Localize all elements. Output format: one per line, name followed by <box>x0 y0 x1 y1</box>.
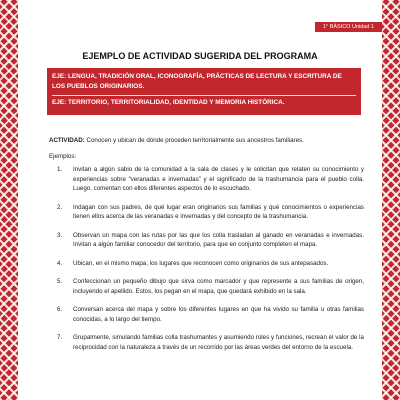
document-page <box>28 0 372 400</box>
example-item-6 <box>49 305 364 324</box>
examples-label: Ejemplos: <box>49 153 77 160</box>
decorative-border-left <box>0 0 18 400</box>
decorative-border-right <box>382 0 400 400</box>
example-text: Confeccionan un pequeño dibujo que sirva como marcador y que represente a sus familias de origen, incluyendo el apellido. Estos, los pegan en el mapa, que quedará exhibido en la sala. <box>73 278 364 295</box>
activity-statement <box>49 137 364 145</box>
example-number: 2. <box>57 203 63 211</box>
axis-territory: EJE: TERRITORIO, TERRITORIALIDAD, IDENTIDAD Y MEMORIA HISTÓRICA. <box>52 99 285 106</box>
example-text: Invitan a algún sabio de la comunidad a la sala de clases y le solicitan que relaten su conocimiento y experiencias sobre “veranadas e invernadas” y el significado de la trashumancia para el pueblo colla. Luego, comentan con ellos diferentes aspectos de lo escuchado. <box>73 166 364 192</box>
axes-box <box>47 68 361 115</box>
example-item-7 <box>49 333 364 352</box>
example-number: 6. <box>57 306 63 313</box>
example-text: Conversan acerca del mapa y sobre los diferentes lugares en que ha vivido su familia u otras familias conocidas, a lo largo del tiempo. <box>73 306 364 323</box>
activity-text: Conocen y ubican de dónde proceden territorialmente sus ancestros familiares. <box>84 137 304 144</box>
example-text: Grupalmente, simulando familias colla trashumantes y asumiendo roles y funciones, recrean el valor de la reciprocidad con la naturaleza a través de un recorrido por las áreas verdes del entorno de la escuela. <box>73 334 364 351</box>
example-text: Ubican, en el mismo mapa, los lugares que reconocen como originarios de sus antepasados. <box>73 259 329 267</box>
example-number: 1. <box>57 166 63 173</box>
axis-language: EJE: LENGUA, TRADICIÓN ORAL, ICONOGRAFÍA, PRÁCTICAS DE LECTURA Y ESCRITURA DE LOS PUEBLOS ORIGINARIOS. <box>52 73 342 90</box>
example-item-1 <box>49 165 364 194</box>
examples-list <box>49 165 364 361</box>
example-text: Indagan con sus padres, de qué lugar eran originarios sus familias y qué conocimientos o experiencias tienen ellos acerca de las veranadas e invernadas y del concepto de la trashumancia. <box>73 203 364 220</box>
example-number: 5. <box>57 278 63 285</box>
example-text: Observan un mapa con las rutas por las que los colla trasladan al ganado en veranadas e invernadas. Invitan a algún familiar conocedor del territorio, para que en conjunto completen el mapa. <box>73 231 364 248</box>
example-item-3 <box>49 231 364 250</box>
example-item-4 <box>49 259 364 269</box>
axes-divider <box>52 95 356 96</box>
grade-unit-badge: 1° BÁSICO Unidad 1 <box>315 22 382 32</box>
example-item-5 <box>49 277 364 296</box>
example-number: 7. <box>57 334 63 341</box>
activity-label: ACTIVIDAD: <box>49 137 85 144</box>
page-title: EJEMPLO DE ACTIVIDAD SUGERIDA DEL PROGRAMA <box>82 51 318 61</box>
example-item-2 <box>49 203 364 222</box>
example-number: 4. <box>57 259 63 267</box>
example-number: 3. <box>57 231 63 239</box>
